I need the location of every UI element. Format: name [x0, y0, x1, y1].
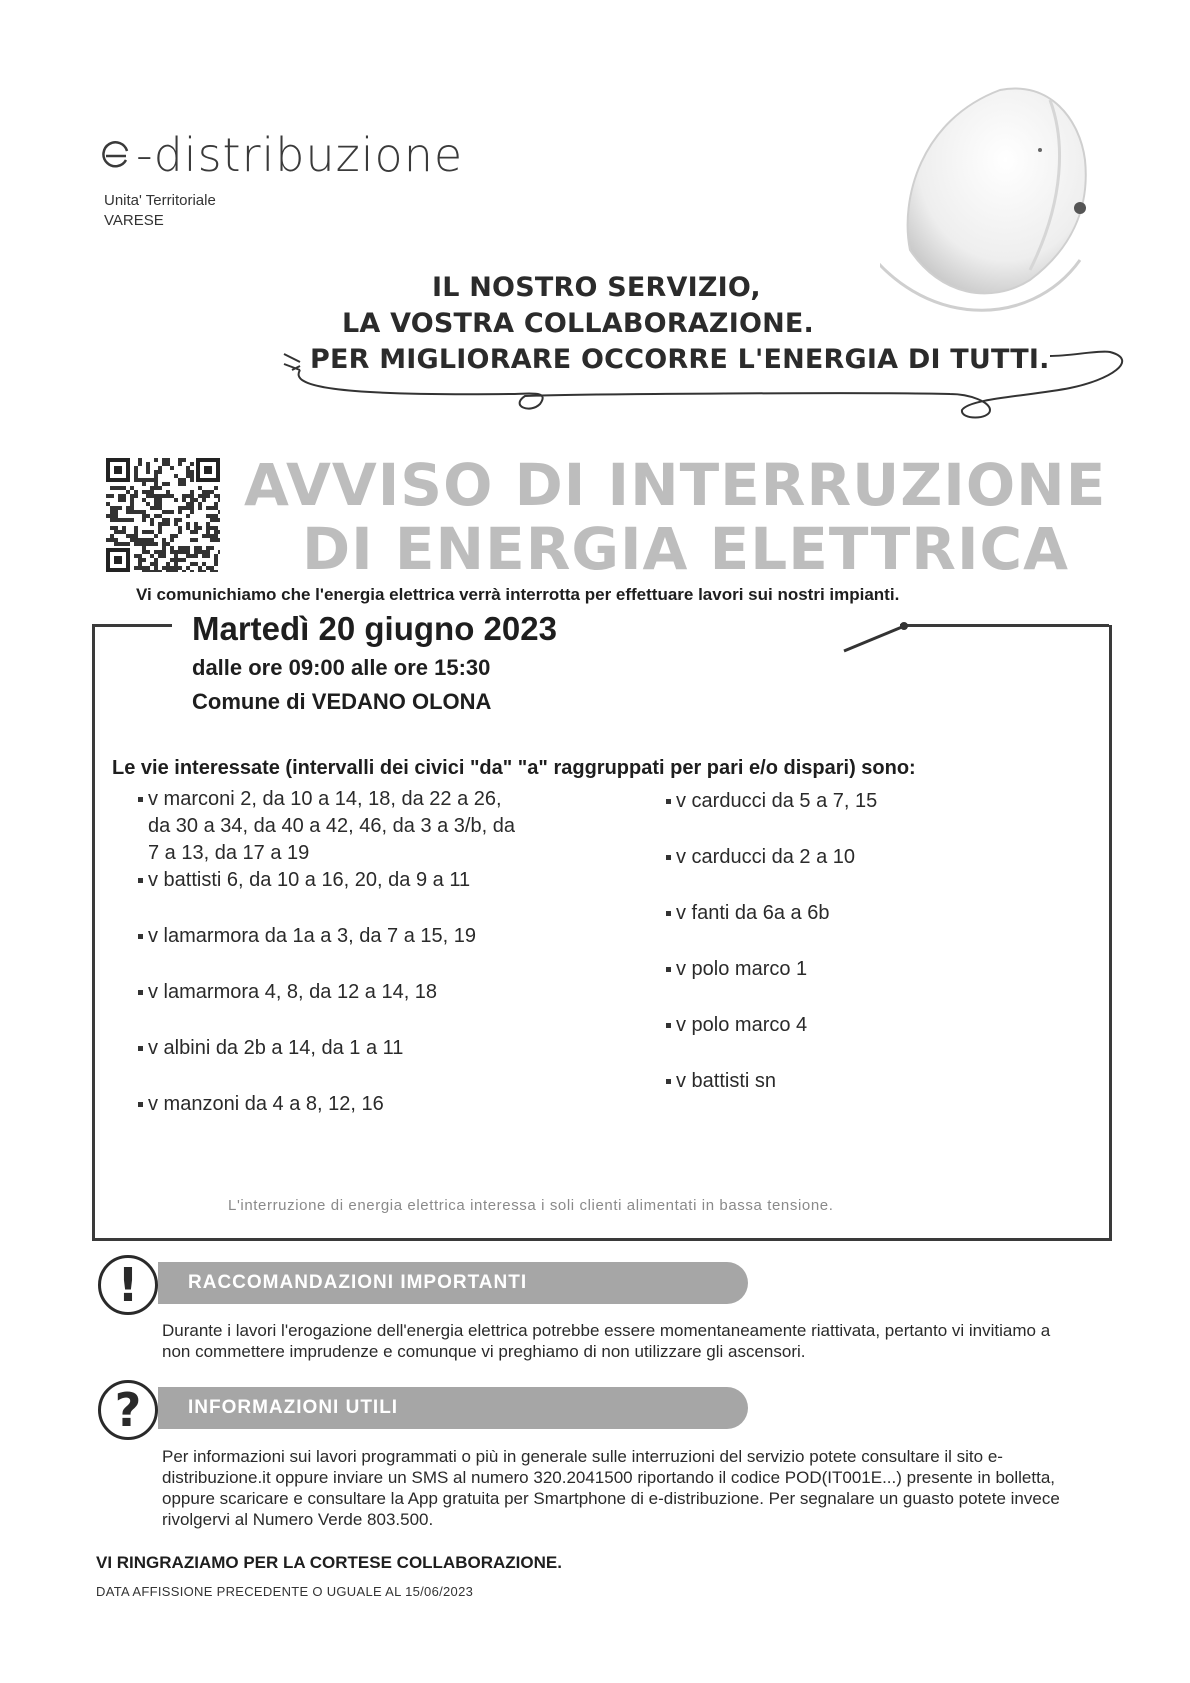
frame-top-right	[900, 624, 1109, 627]
interruption-comune: Comune di VEDANO OLONA	[192, 689, 492, 714]
territorial-unit-city: VARESE	[104, 212, 164, 229]
notice-title-line-2: DI ENERGIA ELETTRICA	[302, 515, 1069, 583]
slogan-line-2: LA VOSTRA COLLABORAZIONE.	[342, 308, 814, 339]
notice-title-line-1: AVVISO DI INTERRUZIONE	[244, 451, 1107, 519]
interruption-hours: dalle ore 09:00 alle ore 15:30	[192, 655, 491, 680]
list-item: v battisti sn	[676, 1068, 1076, 1095]
list-item: v lamarmora 4, 8, da 12 a 14, 18	[148, 979, 578, 1006]
slogan-line-3: PER MIGLIORARE OCCORRE L'ENERGIA DI TUTTI.	[310, 344, 1050, 375]
list-item: v marconi 2, da 10 a 14, 18, da 22 a 26, da 30 a 34, da 40 a 42, 46, da 3 a 3/b, da 7 a 13, da 17 a 19	[148, 786, 528, 867]
slogan-line-1: IL NOSTRO SERVIZIO,	[432, 272, 761, 303]
list-item: v lamarmora da 1a a 3, da 7 a 15, 19	[148, 923, 578, 950]
list-item: v fanti da 6a a 6b	[676, 900, 1076, 927]
recommendations-heading: RACCOMANDAZIONI IMPORTANTI	[158, 1262, 748, 1304]
info-text: Per informazioni sui lavori programmati o più in generale sulle interruzioni del servizio potete consultare il sito e-distribuzione.it oppure inviare un SMS al numero 320.2041500 riportando il codice POD(IT001E...) presente in bolletta, oppure scaricare e consultare la App gratuita per Smartphone di e-distribuzione. Per segnalare un guasto potete invece rivolgervi al Numero Verde 803.500.	[162, 1447, 1060, 1529]
helmet-icon	[880, 80, 1120, 340]
logo-text: -distribuzione	[136, 128, 464, 182]
e-logo-icon	[98, 138, 132, 172]
list-item: v carducci da 5 a 7, 15	[676, 788, 1076, 815]
qr-code-icon	[106, 458, 220, 572]
posting-date: DATA AFFISSIONE PRECEDENTE O UGUALE AL 15/06/2023	[96, 1584, 474, 1599]
exclamation-icon: !	[98, 1255, 158, 1315]
list-item: v albini da 2b a 14, da 1 a 11	[148, 1035, 578, 1062]
streets-heading: Le vie interessate (intervalli dei civici "da" "a" raggruppati per pari e/o dispari) sono:	[112, 757, 916, 779]
wire-decoration-icon	[840, 615, 910, 655]
question-icon: ?	[98, 1380, 158, 1440]
intro-text: Vi comunichiamo che l'energia elettrica verrà interrotta per effettuare lavori sui nostri impianti.	[136, 585, 900, 604]
list-item: v polo marco 4	[676, 1012, 1076, 1039]
interruption-date: Martedì 20 giugno 2023	[192, 610, 557, 647]
territorial-unit-label: Unita' Territoriale	[104, 192, 216, 209]
list-item: v polo marco 1	[676, 956, 1076, 983]
frame-top-left	[92, 624, 172, 627]
recommendations-text: Durante i lavori l'erogazione dell'energia elettrica potrebbe essere momentaneamente riattivata, pertanto vi invitiamo a non commettere imprudenze e comunque vi preghiamo di non utilizzare gli ascensori.	[162, 1321, 1051, 1361]
low-voltage-footnote: L'interruzione di energia elettrica interessa i soli clienti alimentati in bassa tensione.	[228, 1197, 834, 1214]
list-item: v carducci da 2 a 10	[676, 844, 1076, 871]
plug-cable-icon	[270, 350, 1140, 440]
list-item: v battisti 6, da 10 a 16, 20, da 9 a 11	[148, 867, 578, 894]
company-logo	[98, 128, 463, 182]
info-heading: INFORMAZIONI UTILI	[158, 1387, 748, 1429]
list-item: v manzoni da 4 a 8, 12, 16	[148, 1091, 578, 1118]
thanks-text: VI RINGRAZIAMO PER LA CORTESE COLLABORAZIONE.	[96, 1553, 562, 1572]
